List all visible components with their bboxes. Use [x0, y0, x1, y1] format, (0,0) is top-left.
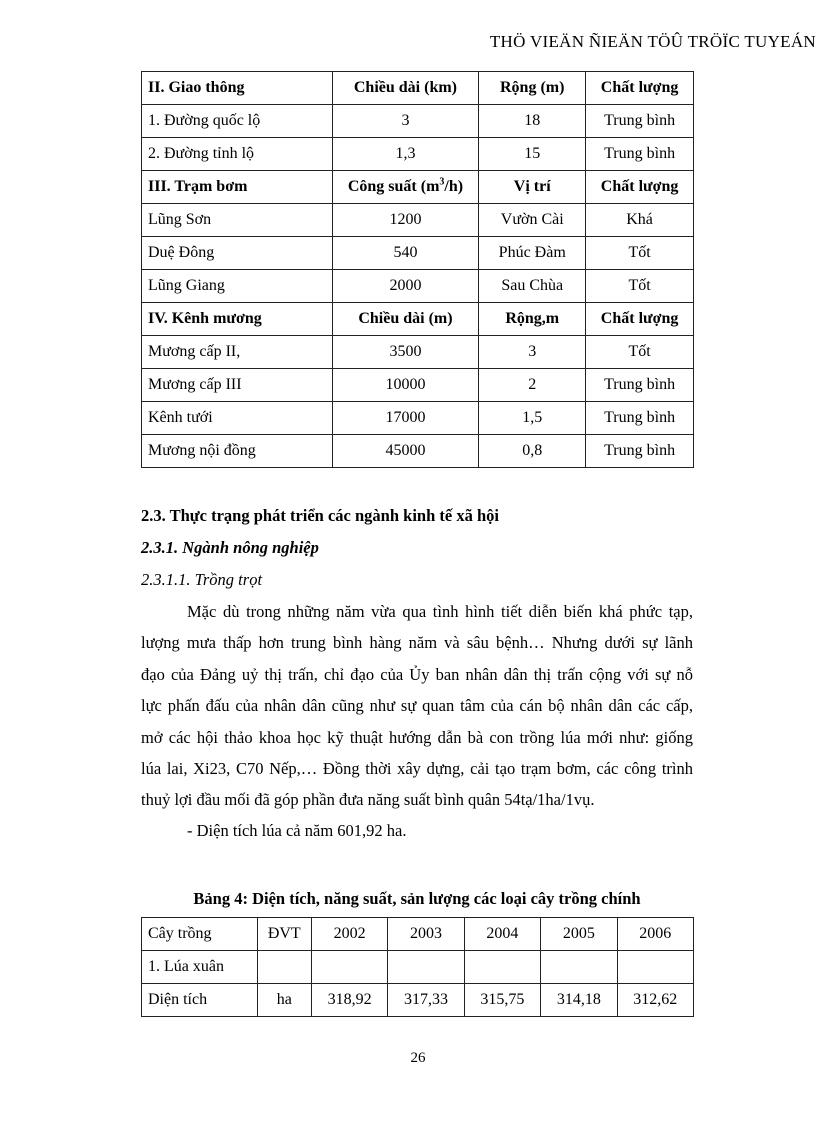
section-title: 2.3. Thực trạng phát triển các ngành kinh tế xã hội — [141, 506, 499, 525]
table-cell: 312,62 — [617, 984, 693, 1017]
table-cell: Tốt — [586, 237, 694, 270]
table-cell: 1,3 — [332, 138, 479, 171]
table-cell: Lũng Giang — [142, 270, 333, 303]
table-cell: 2002 — [311, 918, 387, 951]
table-cell: Trung bình — [586, 105, 694, 138]
table-row — [142, 951, 694, 984]
rice-area-bullet: - Diện tích lúa cả năm 601,92 ha. — [187, 821, 407, 840]
table-cell: Tốt — [586, 336, 694, 369]
table-cell: Chất lượng — [586, 171, 694, 204]
table-cell: Trung bình — [586, 138, 694, 171]
table-row — [142, 336, 694, 369]
table-cell — [464, 951, 540, 984]
table-cell: 1. Lúa xuân — [142, 951, 258, 984]
table-cell: 3500 — [332, 336, 479, 369]
table-row — [142, 171, 694, 204]
table-cell: 3 — [332, 105, 479, 138]
table-cell: 3 — [479, 336, 586, 369]
table-cell: Duệ Đông — [142, 237, 333, 270]
table-row — [142, 237, 694, 270]
table-cell: Rộng,m — [479, 303, 586, 336]
table-cell: Trung bình — [586, 369, 694, 402]
paragraph-line: lượng mưa thấp hơn trung bình hàng năm và sâu bệnh… Nhưng dưới sự lãnh — [141, 633, 693, 653]
table-cell: Rộng (m) — [479, 72, 586, 105]
body-paragraph — [141, 596, 693, 816]
table-cell: Lũng Sơn — [142, 204, 333, 237]
table-caption: Bảng 4: Diện tích, năng suất, sản lượng các loại cây trồng chính — [193, 889, 641, 908]
table-cell: 314,18 — [541, 984, 617, 1017]
table-cell: 2004 — [464, 918, 540, 951]
table-cell: IV. Kênh mương — [142, 303, 333, 336]
table-cell: Tốt — [586, 270, 694, 303]
table-cell: III. Trạm bơm — [142, 171, 333, 204]
table-cell: Kênh tưới — [142, 402, 333, 435]
table-row — [142, 138, 694, 171]
table-cell: Chiều dài (m) — [332, 303, 479, 336]
table-cell: 2. Đường tỉnh lộ — [142, 138, 333, 171]
paragraph-line: Mặc dù trong những năm vừa qua tình hình tiết diễn biến khá phức tạp, — [187, 602, 693, 621]
crop-table — [141, 917, 694, 1017]
table-cell — [257, 951, 311, 984]
table-cell: Chiều dài (km) — [332, 72, 479, 105]
table-cell — [311, 951, 387, 984]
table-cell: Phúc Đàm — [479, 237, 586, 270]
subsection-title: 2.3.1. Ngành nông nghiệp — [141, 538, 319, 557]
table-cell: Vị trí — [479, 171, 586, 204]
table-row — [142, 72, 694, 105]
paragraph-line: lúa lai, Xi23, C70 Nếp,… Đồng thời xây dựng, cải tạo trạm bơm, các công trình — [141, 759, 693, 779]
subsubsection-title: 2.3.1.1. Trồng trọt — [141, 570, 263, 589]
table-cell: Công suất $(m^3/h)$ — [332, 171, 479, 204]
table-cell: 2000 — [332, 270, 479, 303]
table-row — [142, 270, 694, 303]
table-cell: Mương cấp II, — [142, 336, 333, 369]
page-header: THÖ VIEÄN ÑIEÄN TÖÛ TRÖÏC TUYEÁN — [489, 32, 816, 51]
table-cell: Chất lượng — [586, 72, 694, 105]
table-cell — [541, 951, 617, 984]
table-cell — [617, 951, 693, 984]
table-cell: 2003 — [388, 918, 464, 951]
table-cell: 315,75 — [464, 984, 540, 1017]
table-cell: Cây trồng — [142, 918, 258, 951]
paragraph-line: mở các hội thảo khoa học kỹ thuật hướng dẫn bà con trồng lúa mới như: giống — [141, 727, 693, 747]
table-cell: Mương nội đồng — [142, 435, 333, 468]
infrastructure-table — [141, 71, 694, 468]
table-row — [142, 204, 694, 237]
table-row — [142, 402, 694, 435]
table-cell: Trung bình — [586, 435, 694, 468]
table-cell: 18 — [479, 105, 586, 138]
paragraph-line: đạo của Đảng uỷ thị trấn, chỉ đạo của Ủy ban nhân dân thị trấn cộng với sự nỗ — [141, 664, 693, 684]
paragraph-line: lực phấn đấu của nhân dân cũng như sự quan tâm của cán bộ nhân dân các cấp, — [141, 696, 693, 716]
table-header-row — [142, 918, 694, 951]
table-cell — [388, 951, 464, 984]
table-cell: Trung bình — [586, 402, 694, 435]
table-cell: 45000 — [332, 435, 479, 468]
table-cell: 10000 — [332, 369, 479, 402]
table-cell: ha — [257, 984, 311, 1017]
table-cell: 17000 — [332, 402, 479, 435]
table-cell: 2006 — [617, 918, 693, 951]
table-cell: 318,92 — [311, 984, 387, 1017]
table-row — [142, 984, 694, 1017]
table-cell: Vườn Cài — [479, 204, 586, 237]
table-cell: Sau Chùa — [479, 270, 586, 303]
table-row — [142, 303, 694, 336]
table-row — [142, 369, 694, 402]
table-cell: 1,5 — [479, 402, 586, 435]
paragraph-line: thuỷ lợi đầu mối đã góp phần đưa năng suất bình quân 54tạ/1ha/1vụ. — [141, 790, 595, 810]
table-cell: Mương cấp III — [142, 369, 333, 402]
table-cell: 1. Đường quốc lộ — [142, 105, 333, 138]
table-cell: 15 — [479, 138, 586, 171]
table-cell: II. Giao thông — [142, 72, 333, 105]
table-row — [142, 105, 694, 138]
table-cell: Khá — [586, 204, 694, 237]
table-cell: 2005 — [541, 918, 617, 951]
table-cell: Diện tích — [142, 984, 258, 1017]
table-cell: 540 — [332, 237, 479, 270]
table-row — [142, 435, 694, 468]
table-cell: Chất lượng — [586, 303, 694, 336]
table-cell: ĐVT — [257, 918, 311, 951]
table-cell: 1200 — [332, 204, 479, 237]
page-number: 26 — [410, 1050, 426, 1066]
table-cell: 2 — [479, 369, 586, 402]
table-cell: 317,33 — [388, 984, 464, 1017]
table-cell: 0,8 — [479, 435, 586, 468]
